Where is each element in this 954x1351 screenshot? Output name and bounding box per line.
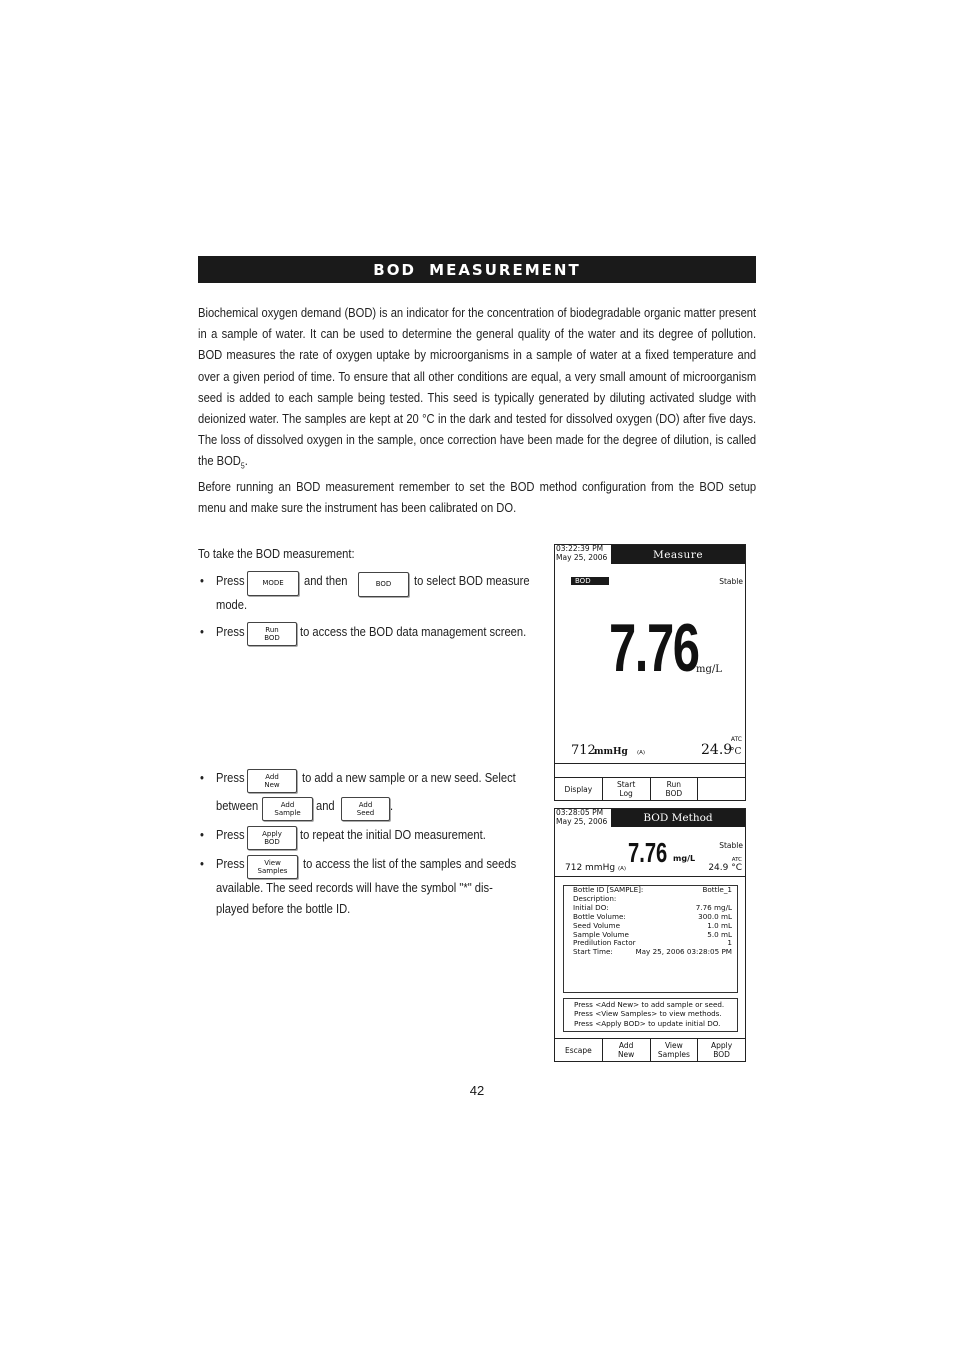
method-temperature: 24.9 °C: [708, 863, 742, 873]
temperature-value: 24.9: [701, 742, 733, 758]
bod-mode-tag: BOD: [571, 577, 609, 585]
help-line: Press <Add New> to add sample or seed.: [574, 1000, 725, 1009]
help-line: Press <View Samples> to view methods.: [574, 1009, 722, 1019]
method-date: May 25, 2006: [556, 816, 608, 826]
step5-tail: to access the list of the samples and seeds: [303, 856, 517, 871]
add-sample-key-button[interactable]: [262, 797, 313, 821]
method-clock: [556, 809, 607, 826]
add-seed-key-label-1: Add: [358, 800, 373, 809]
paragraph-bod-intro: [198, 302, 756, 477]
method-softkeys: [555, 1038, 745, 1061]
temperature-unit: °C: [730, 747, 742, 757]
softkey-escape-label: Escape: [565, 1045, 592, 1055]
apply-bod-key-button[interactable]: [247, 826, 297, 850]
info-value: 7.76 mg/L: [695, 902, 732, 912]
mode-key-label: MODE: [262, 579, 284, 588]
step2-press: Press: [216, 624, 245, 639]
add-new-key-button[interactable]: [247, 769, 297, 793]
pressure-flag: (A): [637, 750, 646, 756]
softkey-view-samples[interactable]: [651, 1039, 699, 1061]
bod-key-button[interactable]: [358, 572, 409, 597]
bottle-info-box: [563, 885, 738, 993]
softkey-view-samples-label-2: Samples: [657, 1050, 690, 1059]
step3-tail: to add a new sample or a new seed. Select: [302, 770, 516, 785]
step4-tail: to repeat the initial DO measurement.: [300, 827, 486, 842]
bod-method-screen: [554, 808, 746, 1062]
step3-between: between: [216, 798, 259, 813]
method-divider: [555, 876, 745, 877]
softkey-run-bod-label-1: Run: [666, 780, 682, 789]
atc-label: ATC: [730, 736, 742, 743]
info-value: 5.0 mL: [707, 929, 732, 939]
paragraph-bod-intro-end: .: [244, 453, 248, 469]
step3-end: .: [390, 798, 394, 813]
softkey-run-bod[interactable]: [651, 778, 699, 800]
step4-press: Press: [216, 827, 245, 842]
run-bod-key-label-1: Run: [265, 625, 279, 634]
softkey-add-new-label-1: Add: [618, 1041, 634, 1050]
pressure-value: 712: [571, 743, 596, 758]
softkey-apply-bod[interactable]: [698, 1039, 745, 1061]
info-value: Bottle_1: [702, 885, 732, 894]
info-label: Seed Volume: [573, 920, 620, 930]
run-bod-key-label-2: BOD: [264, 634, 280, 642]
bod-subscript: 5: [240, 462, 245, 472]
softkey-apply-bod-label-1: Apply: [711, 1041, 733, 1050]
step1-press: Press: [216, 573, 245, 588]
reading-unit: mg/L: [696, 664, 722, 675]
step5-press: Press: [216, 856, 245, 871]
bod-key-label: BOD: [375, 580, 392, 589]
info-label: Description:: [573, 893, 617, 903]
method-time: 03:28:05 PM: [556, 808, 604, 817]
step3-and: and: [316, 798, 335, 813]
bullet-1: •: [200, 573, 204, 588]
measure-title: Measure: [611, 545, 745, 564]
softkey-start-log-label-1: Start: [616, 780, 636, 789]
add-seed-key-label-2: Seed: [356, 809, 375, 817]
stable-indicator: Stable: [719, 577, 743, 586]
method-pressure-flag: (A): [618, 866, 627, 872]
step5-line2: available. The seed records will have the symbol "*" dis-: [216, 880, 493, 895]
softkey-display-label: Display: [564, 784, 593, 794]
measure-screen: [554, 544, 746, 801]
info-value: 1.0 mL: [707, 920, 732, 930]
do-reading: 7.76: [609, 610, 699, 686]
measure-divider: [555, 763, 745, 764]
section-title: BOD MEASUREMENT: [198, 256, 756, 283]
add-sample-key-label-2: Sample: [274, 809, 301, 817]
softkey-display[interactable]: [555, 778, 603, 800]
measure-time: 03:22:39 PM: [556, 544, 604, 553]
page-number: 42: [469, 1083, 485, 1098]
help-line: Press <Apply BOD> to update initial DO.: [574, 1018, 721, 1028]
measure-softkeys: [555, 777, 745, 800]
bullet-2: •: [200, 624, 204, 639]
run-bod-key-button[interactable]: [247, 622, 297, 646]
bullet-4: •: [200, 827, 204, 842]
bullet-3: •: [200, 770, 204, 785]
info-row: [564, 948, 737, 957]
info-label: Bottle Volume:: [573, 911, 626, 921]
method-stable: Stable: [719, 841, 743, 850]
measure-date: May 25, 2006: [556, 552, 608, 562]
softkey-start-log-label-2: Log: [619, 789, 633, 798]
info-label: Bottle ID [SAMPLE]:: [573, 885, 644, 894]
add-new-key-label-2: New: [264, 781, 280, 789]
softkey-start-log[interactable]: [603, 778, 651, 800]
view-samples-key-label-1: View: [264, 858, 281, 867]
bullet-5: •: [200, 856, 204, 871]
method-reading: 7.76: [628, 837, 668, 868]
info-label: Start Time:: [573, 947, 613, 957]
softkey-empty[interactable]: [698, 778, 745, 800]
method-pressure: 712 mmHg: [565, 863, 616, 873]
mode-key-button[interactable]: [247, 571, 299, 596]
info-label: Predilution Factor: [573, 938, 636, 948]
step1-tail: to select BOD measure: [414, 573, 530, 588]
step2-tail: to access the BOD data management screen.: [300, 624, 527, 639]
info-label: Initial DO:: [573, 902, 609, 912]
method-reading-unit: mg/L: [673, 854, 696, 863]
softkey-add-new-label-2: New: [617, 1050, 635, 1059]
softkey-run-bod-label-2: BOD: [665, 789, 683, 798]
softkey-view-samples-label-1: View: [664, 1041, 683, 1050]
add-sample-key-label-1: Add: [280, 800, 295, 809]
info-label: Sample Volume: [573, 929, 629, 939]
step1-and-then: and then: [304, 573, 348, 588]
paragraph-before-running: Before running an BOD measurement remember to set the BOD method configuration from the BOD setup menu and make sure the instrument has been calibrated on DO.: [198, 479, 757, 516]
pressure-unit: mmHg: [594, 747, 628, 757]
paragraph-bod-intro-text: Biochemical oxygen demand (BOD) is an indicator for the concentration of biodegradable organic matter present in a sample of water. It can be used to determine the general quality of the water and its degree of pollution. BOD measures the rate of oxygen uptake by microorganisms in a sample of water at a fixed temperature and over a given period of time. To ensure that all other conditions are equal, a very small amount of microorganism seed is added to each sample being tested. This seed is typically generated by diluting activated sludge with deionized water. The samples are kept at 20 °C in the dark and tested for dissolved oxygen (DO) after five days. The loss of dissolved oxygen in the sample, once correction have been made for the degree of dilution, is called the BOD: [198, 305, 757, 469]
steps-intro: To take the BOD measurement:: [198, 546, 355, 561]
info-value: May 25, 2006 03:28:05 PM: [635, 947, 732, 957]
step1-line2: mode.: [216, 597, 248, 612]
apply-bod-key-label-2: BOD: [264, 838, 280, 846]
step3-press: Press: [216, 770, 245, 785]
method-atc: ATC: [731, 857, 742, 863]
softkey-add-new[interactable]: [603, 1039, 651, 1061]
apply-bod-key-label-1: Apply: [262, 829, 282, 838]
softkey-apply-bod-label-2: BOD: [713, 1050, 730, 1059]
help-box: [563, 998, 738, 1032]
info-value: 300.0 mL: [698, 911, 732, 921]
softkey-escape[interactable]: [555, 1039, 603, 1061]
view-samples-key-button[interactable]: [247, 855, 298, 879]
add-seed-key-button[interactable]: [341, 797, 390, 821]
add-new-key-label-1: Add: [265, 772, 279, 781]
step5-line3: played before the bottle ID.: [216, 901, 351, 916]
info-value: 1: [727, 938, 732, 948]
measure-clock: [556, 545, 607, 562]
view-samples-key-label-2: Samples: [257, 867, 288, 875]
method-title: BOD Method: [611, 809, 745, 827]
